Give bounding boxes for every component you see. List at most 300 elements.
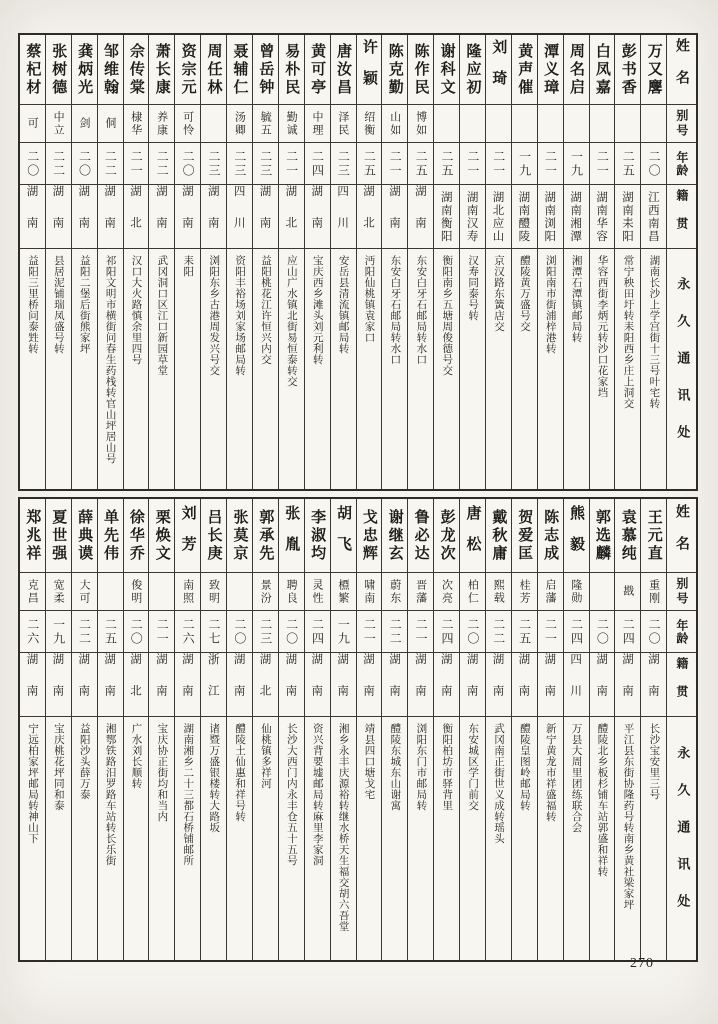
header-name-text: 姓名 xyxy=(673,503,690,568)
person-name-cell xyxy=(305,499,330,573)
address-text: 宁远柏家坪邮局转神山下 xyxy=(26,723,39,844)
person-column xyxy=(253,35,279,489)
person-age-cell xyxy=(175,143,200,185)
person-alias-cell xyxy=(486,573,511,611)
name-text: 单先伟 xyxy=(101,508,120,563)
address-text: 靖县四口塘戈宅 xyxy=(363,723,376,800)
person-address-cell xyxy=(72,717,97,960)
person-native-cell xyxy=(72,185,97,249)
person-address-cell xyxy=(538,717,563,960)
age-text: 一九 xyxy=(51,617,66,646)
name-text: 邹维翰 xyxy=(101,42,120,97)
person-alias-cell xyxy=(253,105,278,143)
person-alias-cell xyxy=(279,573,304,611)
age-text: 二一 xyxy=(595,149,610,178)
alias-text: 启藩 xyxy=(544,578,558,605)
name-text: 唐松 xyxy=(464,504,483,567)
alias-text: 聘良 xyxy=(285,578,299,605)
header-native-cell xyxy=(667,653,696,717)
person-native-cell xyxy=(279,653,304,717)
name-text: 胡飞 xyxy=(335,504,353,567)
person-column xyxy=(615,499,641,960)
person-native-cell xyxy=(564,653,589,717)
person-name-cell xyxy=(382,35,407,105)
native-text: 浙江 xyxy=(206,653,221,716)
person-column xyxy=(201,499,227,960)
header-name-text: 姓名 xyxy=(673,37,690,102)
person-address-cell xyxy=(512,717,537,960)
person-alias-cell xyxy=(253,573,278,611)
person-alias-cell xyxy=(98,105,123,143)
age-text: 二四 xyxy=(621,617,636,646)
person-name-cell xyxy=(279,499,304,573)
name-text: 易朴民 xyxy=(283,42,302,97)
person-alias-cell xyxy=(20,105,45,143)
address-text: 汉寿同泰号转 xyxy=(467,255,480,321)
native-text: 湖南 xyxy=(51,653,66,716)
person-native-cell xyxy=(357,653,382,717)
person-address-cell xyxy=(305,717,330,960)
person-native-cell xyxy=(486,185,511,249)
alias-text: 柏仁 xyxy=(466,578,480,605)
person-age-cell xyxy=(382,143,407,185)
address-text: 应山广水镇北街易恒泰转交 xyxy=(285,255,298,387)
address-text: 长沙大西门内永丰仓五十五号 xyxy=(285,723,298,866)
address-text: 耒阳 xyxy=(182,255,195,277)
person-name-cell xyxy=(564,35,589,105)
person-column xyxy=(98,499,124,960)
person-age-cell xyxy=(382,611,407,653)
person-alias-cell xyxy=(408,105,433,143)
person-age-cell xyxy=(279,143,304,185)
person-alias-cell xyxy=(460,573,485,611)
person-native-cell xyxy=(124,185,149,249)
person-age-cell xyxy=(331,143,356,185)
person-address-cell xyxy=(227,249,252,489)
alias-text: 槱繁 xyxy=(336,578,350,605)
person-name-cell xyxy=(408,35,433,105)
native-text: 湖南醴陵 xyxy=(517,190,532,243)
age-text: 二〇 xyxy=(647,149,662,178)
person-address-cell xyxy=(201,717,226,960)
age-text: 二四 xyxy=(439,617,454,646)
person-age-cell xyxy=(408,611,433,653)
person-address-cell xyxy=(201,249,226,489)
person-native-cell xyxy=(615,653,640,717)
person-alias-cell xyxy=(538,573,563,611)
person-alias-cell xyxy=(564,105,589,143)
person-alias-cell xyxy=(460,105,485,143)
person-name-cell xyxy=(124,499,149,573)
address-text: 祁阳文明市横街问春生药栈转官山坪居山号 xyxy=(104,255,117,464)
person-alias-cell xyxy=(434,105,459,143)
person-name-cell xyxy=(149,499,174,573)
header-address-text: 永久通讯处 xyxy=(674,746,690,931)
native-text: 湖南 xyxy=(180,185,195,248)
age-text: 二五 xyxy=(103,617,118,646)
age-text: 二四 xyxy=(569,617,584,646)
age-text: 二三 xyxy=(336,149,351,178)
person-age-cell xyxy=(46,611,71,653)
native-text: 湖南 xyxy=(595,653,610,716)
person-native-cell xyxy=(46,185,71,249)
person-native-cell xyxy=(408,653,433,717)
person-age-cell xyxy=(408,143,433,185)
person-name-cell xyxy=(564,499,589,573)
native-text: 湖北 xyxy=(129,185,144,248)
address-text: 沔阳仙桃镇袁家口 xyxy=(363,255,376,343)
person-native-cell xyxy=(175,185,200,249)
address-text: 浏阳东门市邮局转 xyxy=(415,723,428,811)
person-age-cell xyxy=(434,611,459,653)
name-text: 刘芳 xyxy=(179,504,198,567)
person-column xyxy=(175,499,201,960)
person-age-cell xyxy=(434,143,459,185)
age-text: 二三 xyxy=(206,149,221,178)
address-text: 湘潭石潭镇邮局转 xyxy=(570,255,583,343)
person-native-cell xyxy=(460,185,485,249)
page-number: 270 xyxy=(630,956,654,971)
name-text: 熊毅 xyxy=(568,504,587,567)
person-native-cell xyxy=(641,185,666,249)
person-address-cell xyxy=(590,249,615,489)
age-text: 二〇 xyxy=(595,617,610,646)
person-address-cell xyxy=(460,717,485,960)
person-age-cell xyxy=(175,611,200,653)
person-column xyxy=(279,35,305,489)
native-text: 湖南 xyxy=(362,653,377,716)
alias-text: 克昌 xyxy=(26,578,40,605)
person-native-cell xyxy=(227,185,252,249)
age-text: 二〇 xyxy=(77,149,92,178)
person-address-cell xyxy=(486,249,511,489)
person-address-cell xyxy=(46,249,71,489)
person-address-cell xyxy=(615,249,640,489)
person-native-cell xyxy=(98,185,123,249)
person-name-cell xyxy=(253,499,278,573)
name-text: 蔡杞材 xyxy=(24,42,43,97)
person-name-cell xyxy=(20,499,45,573)
header-column xyxy=(667,499,696,960)
address-text: 益阳桃花江许恒兴内交 xyxy=(259,255,272,365)
native-text: 湖南 xyxy=(491,653,506,716)
person-address-cell xyxy=(149,249,174,489)
native-text: 湖南 xyxy=(543,653,558,716)
person-column xyxy=(227,35,253,489)
person-name-cell xyxy=(460,499,485,573)
age-text: 二〇 xyxy=(129,617,144,646)
address-text: 广水刘长顺转 xyxy=(130,723,143,789)
name-text: 隆应初 xyxy=(464,42,483,97)
person-name-cell xyxy=(98,35,123,105)
alias-text: 啸南 xyxy=(362,578,376,605)
name-text: 周任林 xyxy=(205,42,224,97)
person-address-cell xyxy=(98,717,123,960)
person-column xyxy=(46,35,72,489)
native-text: 湖北 xyxy=(258,653,273,716)
person-name-cell xyxy=(434,499,459,573)
header-alias-cell xyxy=(667,105,696,143)
alias-text: 晋藩 xyxy=(414,578,428,605)
alias-text: 棣华 xyxy=(129,110,143,137)
person-native-cell xyxy=(590,653,615,717)
address-text: 醴陵东城东山谢寓 xyxy=(389,723,402,811)
native-text: 四川 xyxy=(569,653,584,716)
address-text: 安岳县清流镇邮局转 xyxy=(337,255,350,354)
native-text: 湖南 xyxy=(103,185,118,248)
person-alias-cell xyxy=(486,105,511,143)
address-text: 县居泥铺瑞凤盛号转 xyxy=(52,255,65,354)
person-age-cell xyxy=(227,611,252,653)
person-address-cell xyxy=(641,717,666,960)
person-age-cell xyxy=(149,611,174,653)
header-native-cell xyxy=(667,185,696,249)
person-alias-cell xyxy=(46,573,71,611)
person-alias-cell xyxy=(382,105,407,143)
native-text: 湖南 xyxy=(25,185,40,248)
person-native-cell xyxy=(20,185,45,249)
person-column xyxy=(590,35,616,489)
person-native-cell xyxy=(175,653,200,717)
person-name-cell xyxy=(201,499,226,573)
native-text: 湖南 xyxy=(646,653,661,716)
header-age-cell xyxy=(667,143,696,185)
person-age-cell xyxy=(124,611,149,653)
person-column xyxy=(641,35,667,489)
person-column xyxy=(460,499,486,960)
person-address-cell xyxy=(590,717,615,960)
native-text: 湖南 xyxy=(336,653,351,716)
header-alias-cell xyxy=(667,573,696,611)
person-native-cell xyxy=(331,185,356,249)
alias-text: 次亮 xyxy=(440,578,454,605)
header-native-text: 籍贯 xyxy=(674,656,689,713)
person-age-cell xyxy=(357,143,382,185)
header-alias-text: 别号 xyxy=(674,576,689,607)
person-address-cell xyxy=(512,249,537,489)
age-text: 二四 xyxy=(310,149,325,178)
alias-text: 中理 xyxy=(311,110,325,137)
person-name-cell xyxy=(20,35,45,105)
alias-text: 勤诚 xyxy=(285,110,299,137)
header-age-cell xyxy=(667,611,696,653)
address-text: 湖南长沙上学宫街十三号叶宅转 xyxy=(648,255,661,409)
person-column xyxy=(20,499,46,960)
person-column xyxy=(641,499,667,960)
address-text: 武冈洞口区江口新园草堂 xyxy=(156,255,169,376)
address-text: 益阳沙头薛万泰 xyxy=(78,723,91,800)
age-text: 二〇 xyxy=(181,149,196,178)
name-text: 周名启 xyxy=(568,42,587,97)
name-text: 许颖 xyxy=(360,38,379,101)
alias-text: 南照 xyxy=(181,578,195,605)
age-text: 二一 xyxy=(129,149,144,178)
person-name-cell xyxy=(486,35,511,105)
name-text: 陈克勤 xyxy=(386,42,405,97)
person-age-cell xyxy=(331,611,356,653)
age-text: 二五 xyxy=(414,149,429,178)
person-address-cell xyxy=(357,249,382,489)
person-name-cell xyxy=(279,35,304,105)
native-text: 江西南昌 xyxy=(646,190,661,243)
address-text: 汉口大火路慎余里四号 xyxy=(130,255,143,365)
alias-text: 可 xyxy=(26,117,40,130)
name-text: 贺爱匡 xyxy=(516,508,535,563)
person-native-cell xyxy=(279,185,304,249)
name-text: 谢科文 xyxy=(438,42,457,97)
person-native-cell xyxy=(331,653,356,717)
age-text: 二三 xyxy=(232,149,247,178)
registry-table-top xyxy=(18,33,698,491)
native-text: 湖北 xyxy=(284,185,299,248)
name-text: 黄可亭 xyxy=(309,42,328,97)
person-native-cell xyxy=(227,653,252,717)
person-age-cell xyxy=(564,143,589,185)
age-text: 二六 xyxy=(181,617,196,646)
age-text: 二一 xyxy=(414,617,429,646)
person-native-cell xyxy=(538,185,563,249)
person-name-cell xyxy=(305,35,330,105)
person-age-cell xyxy=(72,611,97,653)
native-text: 湖南 xyxy=(77,185,92,248)
person-native-cell xyxy=(434,653,459,717)
person-alias-cell xyxy=(382,573,407,611)
age-text: 二七 xyxy=(206,617,221,646)
age-text: 二一 xyxy=(491,149,506,178)
alias-text: 泽民 xyxy=(336,110,350,137)
person-address-cell xyxy=(305,249,330,489)
person-column xyxy=(149,35,175,489)
person-name-cell xyxy=(331,499,356,573)
person-name-cell xyxy=(253,35,278,105)
person-age-cell xyxy=(279,611,304,653)
alias-text: 宽柔 xyxy=(52,578,66,605)
age-text: 二一 xyxy=(284,149,299,178)
person-address-cell xyxy=(357,717,382,960)
person-name-cell xyxy=(46,35,71,105)
person-name-cell xyxy=(46,499,71,573)
person-age-cell xyxy=(590,143,615,185)
person-column xyxy=(564,35,590,489)
person-column xyxy=(486,35,512,489)
person-column xyxy=(590,499,616,960)
alias-text: 桂芳 xyxy=(518,578,532,605)
name-text: 唐汝昌 xyxy=(335,42,353,97)
address-text: 仙桃镇多祥河 xyxy=(259,723,272,789)
person-address-cell xyxy=(564,249,589,489)
person-address-cell xyxy=(227,717,252,960)
name-text: 李淑均 xyxy=(309,508,328,563)
person-address-cell xyxy=(382,249,407,489)
address-text: 醴陵土仙惠和祥号转 xyxy=(234,723,247,822)
person-age-cell xyxy=(46,143,71,185)
alias-text: 汤卿 xyxy=(233,110,247,137)
person-column xyxy=(227,499,253,960)
person-alias-cell xyxy=(590,573,615,611)
person-age-cell xyxy=(253,143,278,185)
person-address-cell xyxy=(615,717,640,960)
native-text: 湖南 xyxy=(517,653,532,716)
address-text: 新宁黄龙市祥盛福转 xyxy=(544,723,557,822)
person-name-cell xyxy=(434,35,459,105)
address-text: 京汉路东簧店交 xyxy=(492,255,505,332)
age-text: 二四 xyxy=(310,617,325,646)
person-column xyxy=(331,35,357,489)
person-native-cell xyxy=(124,653,149,717)
age-text: 一九 xyxy=(517,149,532,178)
address-text: 衡阳南乡五塘周俊德号交 xyxy=(441,255,454,376)
person-native-cell xyxy=(149,185,174,249)
name-text: 戴秋庸 xyxy=(490,508,509,563)
person-age-cell xyxy=(460,143,485,185)
address-text: 诸暨万盛银楼转大路坂 xyxy=(208,723,221,833)
name-text: 张莫京 xyxy=(231,508,250,563)
age-text: 二二 xyxy=(388,617,403,646)
header-address-text: 永久通讯处 xyxy=(674,276,690,462)
person-column xyxy=(538,35,564,489)
name-text: 陈作民 xyxy=(412,42,431,97)
native-text: 湖南 xyxy=(103,653,118,716)
person-address-cell xyxy=(408,249,433,489)
name-text: 资宗元 xyxy=(179,42,198,97)
address-text: 湘鄂铁路汨罗路车站转长乐街 xyxy=(104,723,117,866)
person-column xyxy=(512,499,538,960)
address-text: 浏阳南市街浦梓港转 xyxy=(544,255,557,354)
address-text: 湘乡永丰庆源裕转继水桥天生福交胡六吾堂 xyxy=(337,723,350,932)
person-column xyxy=(98,35,124,489)
person-age-cell xyxy=(20,143,45,185)
person-alias-cell xyxy=(564,573,589,611)
person-alias-cell xyxy=(331,105,356,143)
person-name-cell xyxy=(590,499,615,573)
person-age-cell xyxy=(124,143,149,185)
person-native-cell xyxy=(253,185,278,249)
person-alias-cell xyxy=(331,573,356,611)
age-text: 二二 xyxy=(491,617,506,646)
person-alias-cell xyxy=(149,573,174,611)
header-name-cell xyxy=(667,499,696,573)
person-name-cell xyxy=(538,35,563,105)
person-name-cell xyxy=(408,499,433,573)
name-text: 谢继玄 xyxy=(386,508,405,563)
person-address-cell xyxy=(72,249,97,489)
person-name-cell xyxy=(357,35,382,105)
alias-text: 俊明 xyxy=(129,578,143,605)
header-alias-text: 别号 xyxy=(674,108,689,139)
age-text: 二五 xyxy=(362,149,377,178)
person-column xyxy=(460,35,486,489)
person-name-cell xyxy=(512,35,537,105)
person-alias-cell xyxy=(641,573,666,611)
address-text: 醴陵皇图岭邮局转 xyxy=(518,723,531,811)
header-age-text: 年龄 xyxy=(674,150,689,177)
person-age-cell xyxy=(641,611,666,653)
person-age-cell xyxy=(98,143,123,185)
person-address-cell xyxy=(46,717,71,960)
person-name-cell xyxy=(486,499,511,573)
alias-text: 蔚东 xyxy=(388,578,402,605)
person-age-cell xyxy=(20,611,45,653)
person-address-cell xyxy=(279,249,304,489)
native-text: 湖南 xyxy=(25,653,40,716)
header-age-text: 年龄 xyxy=(674,618,689,645)
person-native-cell xyxy=(434,185,459,249)
name-text: 陈志成 xyxy=(542,508,561,563)
person-native-cell xyxy=(382,185,407,249)
person-alias-cell xyxy=(72,105,97,143)
address-text: 平江县东街协隆药号转南乡黄社梁家坪 xyxy=(622,723,635,910)
person-name-cell xyxy=(98,499,123,573)
